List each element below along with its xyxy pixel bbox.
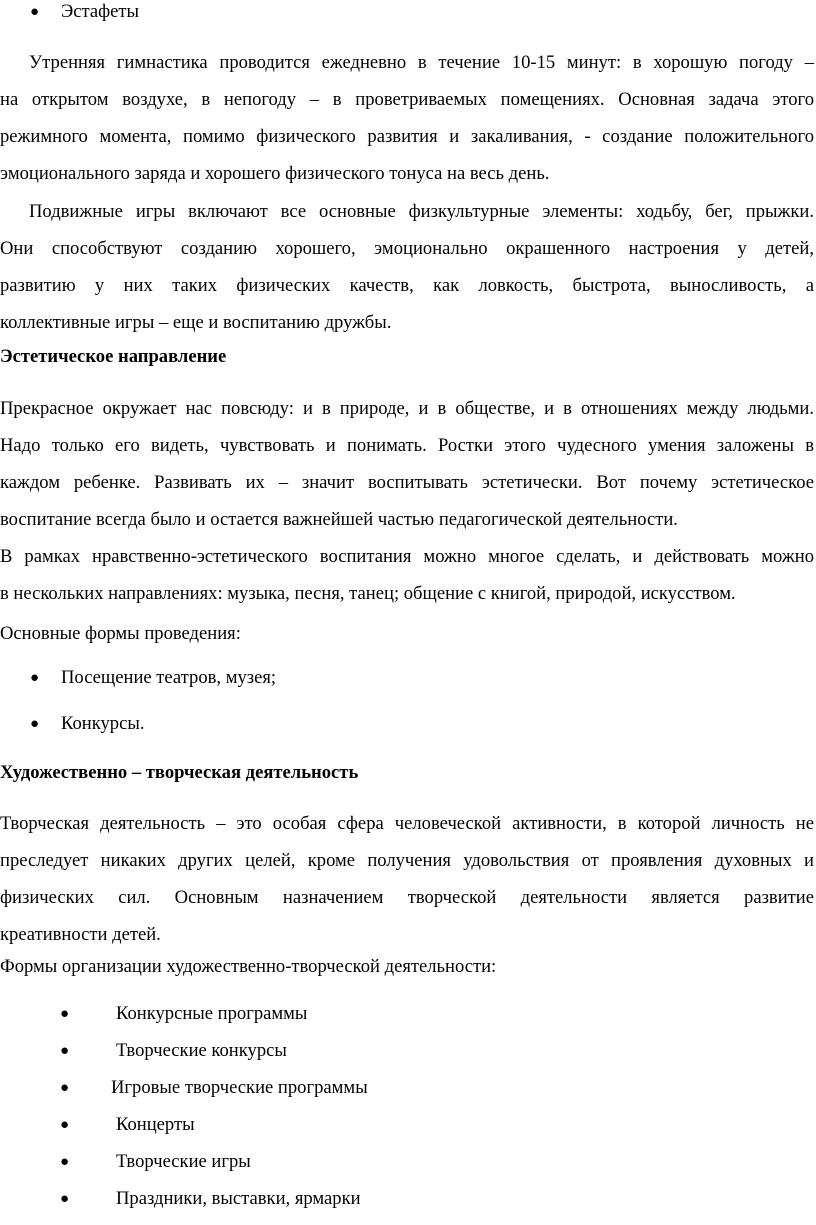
bullet-icon: ● — [30, 670, 40, 686]
paragraph-moral-aesthetic — [0, 538, 814, 612]
text-line: креативности детей. — [0, 924, 161, 945]
bullet-icon: ● — [60, 1191, 70, 1207]
list-item: Творческие игры — [116, 1151, 251, 1172]
text-line: преследует никаких других целей, кроме получения удовольствия от проявления духовных и — [0, 850, 814, 871]
text-line: Творческая деятельность – это особая сфера человеческой активности, в которой личность не — [0, 813, 814, 834]
organization-forms-label: Формы организации художественно-творческой деятельности: — [0, 956, 497, 977]
paragraph-aesthetic — [0, 390, 814, 538]
paragraph-morning-exercise — [0, 44, 814, 192]
text-line: воспитание всегда было и остается важнейшей частью педагогической деятельности. — [0, 509, 678, 530]
list-item: Игровые творческие программы — [111, 1077, 368, 1098]
list-item: Конкурсы. — [61, 713, 145, 734]
text-line: развитию у них таких физических качеств, как ловкость, быстрота, выносливость, а — [0, 275, 814, 296]
section-heading-creative: Художественно – творческая деятельность — [0, 762, 359, 783]
bullet-icon: ● — [60, 1154, 70, 1170]
text-line: в нескольких направлениях: музыка, песня, танец; общение с книгой, природой, искусством. — [0, 583, 736, 604]
text-line: Подвижные игры включают все основные физкультурные элементы: ходьбу, бег, прыжки. — [29, 201, 814, 222]
forms-label: Основные формы проведения: — [0, 623, 241, 644]
bullet-icon: ● — [60, 1080, 70, 1096]
text-line: Они способствуют созданию хорошего, эмоционально окрашенного настроения у детей, — [0, 238, 814, 259]
list-item-estafety: Эстафеты — [61, 1, 140, 22]
text-line: коллективные игры – еще и воспитанию дружбы. — [0, 312, 392, 333]
bullet-icon: ● — [60, 1117, 70, 1133]
bullet-icon: ● — [60, 1043, 70, 1059]
list-item: Конкурсные программы — [116, 1003, 308, 1024]
list-item: Праздники, выставки, ярмарки — [116, 1188, 361, 1209]
bullet-icon: ● — [60, 1006, 70, 1022]
list-item: Творческие конкурсы — [116, 1040, 287, 1061]
bullet-icon: ● — [30, 4, 40, 20]
text-line: режимного момента, помимо физического развития и закаливания, - создание положительного — [0, 126, 814, 147]
text-line: В рамках нравственно-эстетического воспитания можно многое сделать, и действовать можно — [0, 546, 814, 567]
paragraph-creative — [0, 805, 814, 953]
text-line: физических сил. Основным назначением творческой деятельности является развитие — [0, 887, 814, 908]
paragraph-outdoor-games — [0, 193, 814, 341]
section-heading-aesthetic: Эстетическое направление — [0, 346, 227, 367]
bullet-icon: ● — [30, 716, 40, 732]
text-line: Надо только его видеть, чувствовать и понимать. Ростки этого чудесного умения заложены в — [0, 435, 814, 456]
text-line: Прекрасное окружает нас повсюду: и в природе, и в обществе, и в отношениях между людьми. — [0, 398, 814, 419]
text-line: эмоционального заряда и хорошего физического тонуса на весь день. — [0, 163, 550, 184]
list-item: Концерты — [116, 1114, 195, 1135]
text-line: Утренняя гимнастика проводится ежедневно в течение 10-15 минут: в хорошую погоду – — [29, 52, 814, 73]
text-line: на открытом воздухе, в непогоду – в проветриваемых помещениях. Основная задача этого — [0, 89, 814, 110]
text-line: каждом ребенке. Развивать их – значит воспитывать эстетически. Вот почему эстетическое — [0, 472, 814, 493]
list-item: Посещение театров, музея; — [61, 667, 277, 688]
